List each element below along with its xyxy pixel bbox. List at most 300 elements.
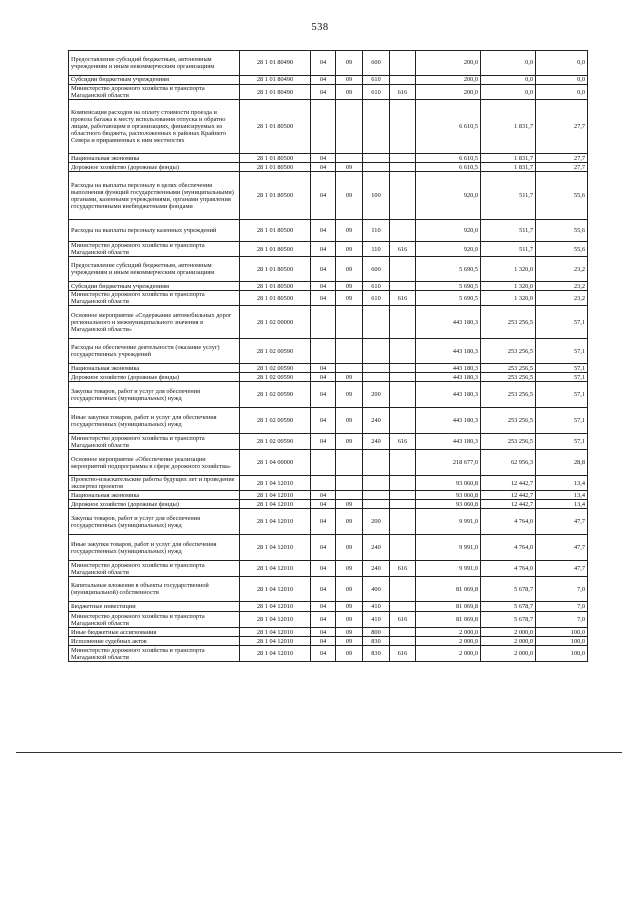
execution-percent: 23,2 bbox=[536, 291, 588, 306]
table-row bbox=[69, 85, 588, 100]
execution-percent: 100,0 bbox=[536, 637, 588, 646]
expense-type-code bbox=[363, 491, 390, 500]
department-code bbox=[390, 220, 416, 242]
execution-percent: 47,7 bbox=[536, 561, 588, 577]
planned-amount: 6 610,5 bbox=[416, 154, 481, 163]
target-code: 28 1 02 00590 bbox=[240, 373, 311, 382]
actual-amount: 1 320,0 bbox=[481, 282, 536, 291]
planned-amount: 93 060,8 bbox=[416, 491, 481, 500]
table-row bbox=[69, 220, 588, 242]
table-row bbox=[69, 628, 588, 637]
actual-amount: 4 764,0 bbox=[481, 509, 536, 535]
subsection-code: 09 bbox=[336, 282, 363, 291]
expense-type-code bbox=[363, 500, 390, 509]
subsection-code: 09 bbox=[336, 646, 363, 662]
planned-amount: 81 069,8 bbox=[416, 602, 481, 612]
department-code bbox=[390, 535, 416, 561]
row-name: Национальная экономика bbox=[69, 154, 240, 163]
footer-rule bbox=[16, 752, 622, 753]
target-code: 28 1 01 80500 bbox=[240, 282, 311, 291]
department-code: 616 bbox=[390, 242, 416, 257]
section-code: 04 bbox=[311, 509, 336, 535]
page-number: 538 bbox=[311, 22, 329, 33]
row-name: Расходы на обеспечение деятельности (оказание услуг) государственных учреждений bbox=[69, 339, 240, 364]
section-code: 04 bbox=[311, 491, 336, 500]
row-name: Министерство дорожного хозяйства и транспорта Магаданской области bbox=[69, 561, 240, 577]
target-code: 28 1 01 80500 bbox=[240, 220, 311, 242]
row-name: Предоставление субсидий бюджетным, автономным учреждениям и иным некоммерческим организациям bbox=[69, 51, 240, 76]
row-name: Основное мероприятие «Обеспечение реализации мероприятий подпрограммы в сфере дорожного хозяйства» bbox=[69, 450, 240, 476]
section-code: 04 bbox=[311, 373, 336, 382]
department-code bbox=[390, 76, 416, 85]
expense-type-code: 410 bbox=[363, 602, 390, 612]
table-row bbox=[69, 339, 588, 364]
row-name: Закупка товаров, работ и услуг для обеспечения государственных (муниципальных) нужд bbox=[69, 509, 240, 535]
planned-amount: 920,0 bbox=[416, 172, 481, 220]
row-name: Министерство дорожного хозяйства и транспорта Магаданской области bbox=[69, 612, 240, 628]
subsection-code: 09 bbox=[336, 220, 363, 242]
department-code bbox=[390, 163, 416, 172]
row-name: Дорожное хозяйство (дорожные фонды) bbox=[69, 163, 240, 172]
subsection-code: 09 bbox=[336, 612, 363, 628]
execution-percent: 13,4 bbox=[536, 500, 588, 509]
actual-amount: 1 320,0 bbox=[481, 291, 536, 306]
planned-amount: 5 690,5 bbox=[416, 282, 481, 291]
actual-amount: 5 678,7 bbox=[481, 612, 536, 628]
planned-amount: 9 991,0 bbox=[416, 561, 481, 577]
row-name: Иные бюджетные ассигнования bbox=[69, 628, 240, 637]
subsection-code bbox=[336, 339, 363, 364]
subsection-code: 09 bbox=[336, 382, 363, 408]
actual-amount: 253 256,5 bbox=[481, 364, 536, 373]
execution-percent: 100,0 bbox=[536, 628, 588, 637]
expense-type-code: 200 bbox=[363, 509, 390, 535]
actual-amount: 2 000,0 bbox=[481, 646, 536, 662]
execution-percent: 13,4 bbox=[536, 476, 588, 491]
expense-type-code bbox=[363, 450, 390, 476]
target-code: 28 1 02 00590 bbox=[240, 408, 311, 434]
section-code: 04 bbox=[311, 76, 336, 85]
expense-type-code: 830 bbox=[363, 646, 390, 662]
section-code bbox=[311, 339, 336, 364]
section-code: 04 bbox=[311, 434, 336, 450]
row-name: Иные закупки товаров, работ и услуг для обеспечения государственных (муниципальных) нужд bbox=[69, 408, 240, 434]
subsection-code bbox=[336, 450, 363, 476]
subsection-code: 09 bbox=[336, 509, 363, 535]
target-code: 28 1 04 12010 bbox=[240, 509, 311, 535]
execution-percent: 57,1 bbox=[536, 373, 588, 382]
target-code: 28 1 04 12010 bbox=[240, 561, 311, 577]
target-code: 28 1 01 80490 bbox=[240, 76, 311, 85]
planned-amount: 6 610,5 bbox=[416, 163, 481, 172]
row-name: Министерство дорожного хозяйства и транспорта Магаданской области bbox=[69, 646, 240, 662]
subsection-code: 09 bbox=[336, 434, 363, 450]
planned-amount: 93 060,8 bbox=[416, 476, 481, 491]
table-row bbox=[69, 242, 588, 257]
section-code: 04 bbox=[311, 577, 336, 602]
execution-percent: 7,0 bbox=[536, 612, 588, 628]
target-code: 28 1 01 80500 bbox=[240, 257, 311, 282]
execution-percent: 27,7 bbox=[536, 154, 588, 163]
table-row bbox=[69, 76, 588, 85]
department-code bbox=[390, 628, 416, 637]
row-name: Исполнение судебных актов bbox=[69, 637, 240, 646]
planned-amount: 81 069,8 bbox=[416, 612, 481, 628]
section-code: 04 bbox=[311, 646, 336, 662]
target-code: 28 1 02 00590 bbox=[240, 339, 311, 364]
planned-amount: 81 069,8 bbox=[416, 577, 481, 602]
section-code bbox=[311, 100, 336, 154]
target-code: 28 1 04 12010 bbox=[240, 637, 311, 646]
row-name: Компенсация расходов на оплату стоимости проезда и провоза багажа к месту использования отпуска и обратно лицам, работающим в организациях, финансируемых из областного бюджета, расположенных в районах Крайнего Севера и приравненных к ним местностях bbox=[69, 100, 240, 154]
planned-amount: 2 000,0 bbox=[416, 646, 481, 662]
department-code bbox=[390, 382, 416, 408]
expense-type-code: 610 bbox=[363, 76, 390, 85]
department-code: 616 bbox=[390, 646, 416, 662]
subsection-code: 09 bbox=[336, 85, 363, 100]
table-row bbox=[69, 163, 588, 172]
section-code bbox=[311, 476, 336, 491]
actual-amount: 253 256,5 bbox=[481, 434, 536, 450]
subsection-code: 09 bbox=[336, 172, 363, 220]
section-code: 04 bbox=[311, 257, 336, 282]
target-code: 28 1 02 00590 bbox=[240, 382, 311, 408]
planned-amount: 5 690,5 bbox=[416, 291, 481, 306]
department-code bbox=[390, 450, 416, 476]
actual-amount: 2 000,0 bbox=[481, 628, 536, 637]
actual-amount: 511,7 bbox=[481, 172, 536, 220]
section-code: 04 bbox=[311, 561, 336, 577]
execution-percent: 0,0 bbox=[536, 51, 588, 76]
actual-amount: 253 256,5 bbox=[481, 306, 536, 339]
planned-amount: 443 180,3 bbox=[416, 373, 481, 382]
expense-type-code: 410 bbox=[363, 612, 390, 628]
planned-amount: 443 180,3 bbox=[416, 339, 481, 364]
target-code: 28 1 04 12010 bbox=[240, 602, 311, 612]
subsection-code: 09 bbox=[336, 76, 363, 85]
table-row bbox=[69, 154, 588, 163]
expense-type-code: 800 bbox=[363, 628, 390, 637]
department-code bbox=[390, 172, 416, 220]
section-code: 04 bbox=[311, 172, 336, 220]
table-row bbox=[69, 291, 588, 306]
row-name: Министерство дорожного хозяйства и транспорта Магаданской области bbox=[69, 85, 240, 100]
table-row bbox=[69, 509, 588, 535]
actual-amount: 12 442,7 bbox=[481, 476, 536, 491]
expense-type-code: 110 bbox=[363, 242, 390, 257]
expense-type-code: 240 bbox=[363, 408, 390, 434]
planned-amount: 5 690,5 bbox=[416, 257, 481, 282]
target-code: 28 1 04 12010 bbox=[240, 646, 311, 662]
table-row bbox=[69, 577, 588, 602]
department-code bbox=[390, 154, 416, 163]
actual-amount: 0,0 bbox=[481, 76, 536, 85]
target-code: 28 1 04 00000 bbox=[240, 450, 311, 476]
execution-percent: 57,1 bbox=[536, 364, 588, 373]
department-code: 616 bbox=[390, 561, 416, 577]
row-name: Основное мероприятие «Содержание автомобильных дорог регионального и межмуниципального значения в Магаданской области» bbox=[69, 306, 240, 339]
planned-amount: 2 000,0 bbox=[416, 628, 481, 637]
actual-amount: 0,0 bbox=[481, 85, 536, 100]
row-name: Иные закупки товаров, работ и услуг для обеспечения государственных (муниципальных) нужд bbox=[69, 535, 240, 561]
target-code: 28 1 01 80500 bbox=[240, 291, 311, 306]
department-code bbox=[390, 373, 416, 382]
actual-amount: 62 956,3 bbox=[481, 450, 536, 476]
table-row bbox=[69, 491, 588, 500]
execution-percent: 55,6 bbox=[536, 242, 588, 257]
department-code bbox=[390, 577, 416, 602]
table-row bbox=[69, 51, 588, 76]
subsection-code: 09 bbox=[336, 628, 363, 637]
actual-amount: 1 831,7 bbox=[481, 154, 536, 163]
actual-amount: 511,7 bbox=[481, 242, 536, 257]
actual-amount: 4 764,0 bbox=[481, 535, 536, 561]
table-row bbox=[69, 306, 588, 339]
target-code: 28 1 01 80500 bbox=[240, 163, 311, 172]
table-row bbox=[69, 646, 588, 662]
subsection-code bbox=[336, 154, 363, 163]
actual-amount: 4 764,0 bbox=[481, 561, 536, 577]
expense-type-code: 610 bbox=[363, 291, 390, 306]
subsection-code: 09 bbox=[336, 561, 363, 577]
actual-amount: 1 831,7 bbox=[481, 163, 536, 172]
section-code: 04 bbox=[311, 628, 336, 637]
planned-amount: 443 180,3 bbox=[416, 364, 481, 373]
expense-type-code bbox=[363, 373, 390, 382]
execution-percent: 47,7 bbox=[536, 509, 588, 535]
expense-type-code bbox=[363, 476, 390, 491]
execution-percent: 13,4 bbox=[536, 491, 588, 500]
expense-type-code bbox=[363, 339, 390, 364]
target-code: 28 1 02 00000 bbox=[240, 306, 311, 339]
table-row bbox=[69, 450, 588, 476]
row-name: Дорожное хозяйство (дорожные фонды) bbox=[69, 373, 240, 382]
subsection-code bbox=[336, 491, 363, 500]
subsection-code: 09 bbox=[336, 51, 363, 76]
planned-amount: 920,0 bbox=[416, 242, 481, 257]
target-code: 28 1 01 80490 bbox=[240, 85, 311, 100]
execution-percent: 23,2 bbox=[536, 282, 588, 291]
section-code: 04 bbox=[311, 220, 336, 242]
execution-percent: 0,0 bbox=[536, 76, 588, 85]
planned-amount: 9 991,0 bbox=[416, 509, 481, 535]
section-code: 04 bbox=[311, 364, 336, 373]
department-code bbox=[390, 602, 416, 612]
table-row bbox=[69, 637, 588, 646]
target-code: 28 1 01 80500 bbox=[240, 172, 311, 220]
actual-amount: 253 256,5 bbox=[481, 408, 536, 434]
table-row bbox=[69, 602, 588, 612]
table-row bbox=[69, 382, 588, 408]
actual-amount: 5 678,7 bbox=[481, 577, 536, 602]
execution-percent: 100,0 bbox=[536, 646, 588, 662]
actual-amount: 5 678,7 bbox=[481, 602, 536, 612]
section-code: 04 bbox=[311, 291, 336, 306]
department-code bbox=[390, 476, 416, 491]
planned-amount: 443 180,3 bbox=[416, 408, 481, 434]
subsection-code bbox=[336, 476, 363, 491]
row-name: Проектно-изыскательские работы будущих лет и проведение экспертиз проектов bbox=[69, 476, 240, 491]
execution-percent: 57,1 bbox=[536, 408, 588, 434]
planned-amount: 443 180,3 bbox=[416, 306, 481, 339]
subsection-code: 09 bbox=[336, 408, 363, 434]
expense-type-code: 830 bbox=[363, 637, 390, 646]
department-code bbox=[390, 364, 416, 373]
department-code: 616 bbox=[390, 612, 416, 628]
department-code bbox=[390, 491, 416, 500]
execution-percent: 55,6 bbox=[536, 172, 588, 220]
target-code: 28 1 04 12010 bbox=[240, 612, 311, 628]
target-code: 28 1 04 12010 bbox=[240, 500, 311, 509]
table-row bbox=[69, 408, 588, 434]
target-code: 28 1 04 12010 bbox=[240, 628, 311, 637]
expense-type-code bbox=[363, 163, 390, 172]
execution-percent: 57,1 bbox=[536, 339, 588, 364]
row-name: Закупка товаров, работ и услуг для обеспечения государственных (муниципальных) нужд bbox=[69, 382, 240, 408]
planned-amount: 443 180,3 bbox=[416, 434, 481, 450]
actual-amount: 0,0 bbox=[481, 51, 536, 76]
target-code: 28 1 04 12010 bbox=[240, 476, 311, 491]
row-name: Капитальные вложения в объекты государственной (муниципальной) собственности bbox=[69, 577, 240, 602]
expense-type-code bbox=[363, 100, 390, 154]
subsection-code: 09 bbox=[336, 577, 363, 602]
actual-amount: 1 831,7 bbox=[481, 100, 536, 154]
expense-type-code: 600 bbox=[363, 51, 390, 76]
planned-amount: 200,0 bbox=[416, 51, 481, 76]
department-code bbox=[390, 500, 416, 509]
row-name: Дорожное хозяйство (дорожные фонды) bbox=[69, 500, 240, 509]
section-code: 04 bbox=[311, 612, 336, 628]
section-code bbox=[311, 450, 336, 476]
target-code: 28 1 01 80500 bbox=[240, 100, 311, 154]
department-code bbox=[390, 408, 416, 434]
actual-amount: 511,7 bbox=[481, 220, 536, 242]
target-code: 28 1 04 12010 bbox=[240, 491, 311, 500]
planned-amount: 443 180,3 bbox=[416, 382, 481, 408]
subsection-code bbox=[336, 100, 363, 154]
planned-amount: 9 991,0 bbox=[416, 535, 481, 561]
planned-amount: 920,0 bbox=[416, 220, 481, 242]
subsection-code: 09 bbox=[336, 637, 363, 646]
department-code: 616 bbox=[390, 85, 416, 100]
subsection-code: 09 bbox=[336, 163, 363, 172]
table-row bbox=[69, 476, 588, 491]
execution-percent: 57,1 bbox=[536, 306, 588, 339]
subsection-code: 09 bbox=[336, 535, 363, 561]
execution-percent: 27,7 bbox=[536, 100, 588, 154]
expense-type-code: 240 bbox=[363, 434, 390, 450]
row-name: Министерство дорожного хозяйства и транспорта Магаданской области bbox=[69, 242, 240, 257]
planned-amount: 200,0 bbox=[416, 76, 481, 85]
department-code bbox=[390, 306, 416, 339]
section-code: 04 bbox=[311, 382, 336, 408]
actual-amount: 253 256,5 bbox=[481, 373, 536, 382]
expense-type-code: 610 bbox=[363, 85, 390, 100]
table-row bbox=[69, 100, 588, 154]
target-code: 28 1 01 80490 bbox=[240, 51, 311, 76]
subsection-code bbox=[336, 306, 363, 339]
expense-type-code: 610 bbox=[363, 282, 390, 291]
actual-amount: 253 256,5 bbox=[481, 339, 536, 364]
department-code: 616 bbox=[390, 291, 416, 306]
section-code: 04 bbox=[311, 535, 336, 561]
expense-type-code: 400 bbox=[363, 577, 390, 602]
table-row bbox=[69, 612, 588, 628]
actual-amount: 12 442,7 bbox=[481, 491, 536, 500]
table-row bbox=[69, 282, 588, 291]
department-code bbox=[390, 100, 416, 154]
planned-amount: 6 610,5 bbox=[416, 100, 481, 154]
execution-percent: 57,1 bbox=[536, 382, 588, 408]
table-row bbox=[69, 500, 588, 509]
expense-type-code: 200 bbox=[363, 382, 390, 408]
section-code: 04 bbox=[311, 85, 336, 100]
subsection-code bbox=[336, 364, 363, 373]
subsection-code: 09 bbox=[336, 602, 363, 612]
expense-type-code bbox=[363, 154, 390, 163]
subsection-code: 09 bbox=[336, 242, 363, 257]
expense-type-code: 110 bbox=[363, 220, 390, 242]
target-code: 28 1 01 80500 bbox=[240, 154, 311, 163]
execution-percent: 47,7 bbox=[536, 535, 588, 561]
target-code: 28 1 02 00590 bbox=[240, 364, 311, 373]
execution-percent: 23,2 bbox=[536, 257, 588, 282]
target-code: 28 1 04 12010 bbox=[240, 535, 311, 561]
execution-percent: 28,8 bbox=[536, 450, 588, 476]
subsection-code: 09 bbox=[336, 291, 363, 306]
table-row bbox=[69, 373, 588, 382]
section-code: 04 bbox=[311, 500, 336, 509]
target-code: 28 1 02 00590 bbox=[240, 434, 311, 450]
expense-type-code: 600 bbox=[363, 257, 390, 282]
department-code bbox=[390, 282, 416, 291]
actual-amount: 1 320,0 bbox=[481, 257, 536, 282]
planned-amount: 2 000,0 bbox=[416, 637, 481, 646]
section-code bbox=[311, 306, 336, 339]
execution-percent: 7,0 bbox=[536, 577, 588, 602]
row-name: Предоставление субсидий бюджетным, автономным учреждениям и иным некоммерческим организациям bbox=[69, 257, 240, 282]
planned-amount: 218 677,0 bbox=[416, 450, 481, 476]
section-code: 04 bbox=[311, 163, 336, 172]
row-name: Национальная экономика bbox=[69, 364, 240, 373]
department-code bbox=[390, 509, 416, 535]
table-row bbox=[69, 535, 588, 561]
section-code: 04 bbox=[311, 154, 336, 163]
execution-percent: 57,1 bbox=[536, 434, 588, 450]
row-name: Субсидии бюджетным учреждениям bbox=[69, 76, 240, 85]
section-code: 04 bbox=[311, 242, 336, 257]
department-code: 616 bbox=[390, 434, 416, 450]
row-name: Министерство дорожного хозяйства и транспорта Магаданской области bbox=[69, 291, 240, 306]
execution-percent: 7,0 bbox=[536, 602, 588, 612]
target-code: 28 1 04 12010 bbox=[240, 577, 311, 602]
table-row bbox=[69, 561, 588, 577]
department-code bbox=[390, 257, 416, 282]
expense-type-code: 240 bbox=[363, 561, 390, 577]
budget-table bbox=[68, 50, 588, 662]
department-code bbox=[390, 339, 416, 364]
row-name: Субсидии бюджетным учреждениям bbox=[69, 282, 240, 291]
table-row bbox=[69, 364, 588, 373]
table-row bbox=[69, 434, 588, 450]
section-code: 04 bbox=[311, 602, 336, 612]
section-code: 04 bbox=[311, 408, 336, 434]
department-code bbox=[390, 637, 416, 646]
section-code: 04 bbox=[311, 637, 336, 646]
expense-type-code bbox=[363, 364, 390, 373]
subsection-code: 09 bbox=[336, 500, 363, 509]
target-code: 28 1 01 80500 bbox=[240, 242, 311, 257]
